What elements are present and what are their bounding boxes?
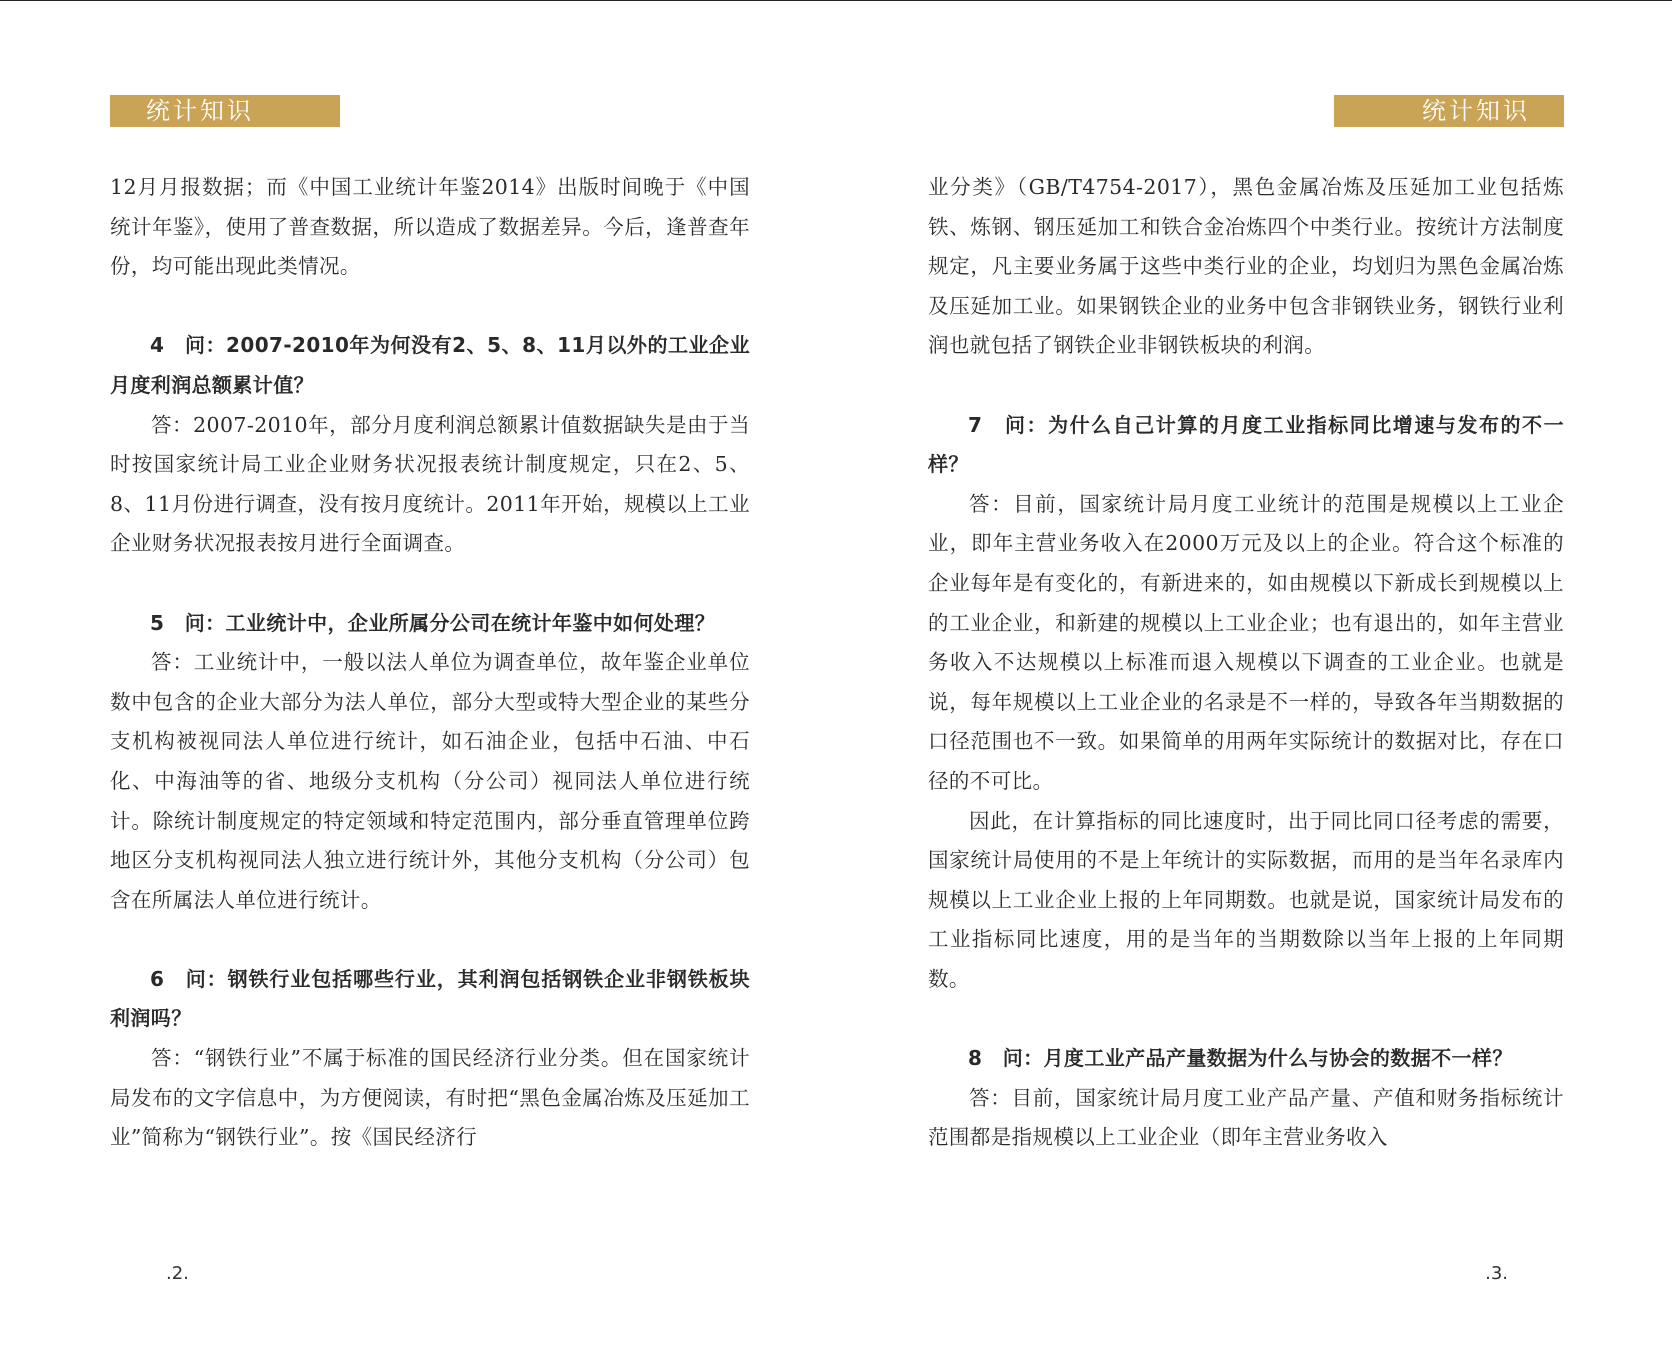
answer-8: 答：目前，国家统计局月度工业产品产量、产值和财务指标统计范围都是指规模以上工业企业（即年主营业务收入 bbox=[928, 1085, 1564, 1150]
right-page-content bbox=[928, 168, 1564, 1158]
answer-continuation: 12月月报数据；而《中国工业统计年鉴2014》出版时间晚于《中国统计年鉴》，使用了普查数据，所以造成了数据差异。今后，逢普查年份，均可能出现此类情况。 bbox=[110, 175, 750, 279]
question-5: 5 问：工业统计中，企业所属分公司在统计年鉴中如何处理？ bbox=[150, 610, 716, 635]
left-page-content bbox=[110, 168, 750, 1158]
question-6: 6 问：钢铁行业包括哪些行业，其利润包括钢铁企业非钢铁板块利润吗？ bbox=[110, 966, 750, 1031]
page-number: .3. bbox=[1485, 1263, 1508, 1284]
question-7: 7 问：为什么自己计算的月度工业指标同比增速与发布的不一样？ bbox=[928, 412, 1564, 477]
right-page bbox=[928, 0, 1564, 1353]
section-header-tag: 统计知识 bbox=[1334, 95, 1564, 127]
page-number: .2. bbox=[166, 1263, 189, 1284]
question-4: 4 问：2007-2010年为何没有2、5、8、11月以外的工业企业月度利润总额累计值？ bbox=[110, 333, 750, 397]
answer-7-para-2: 因此，在计算指标的同比速度时，出于同比同口径考虑的需要，国家统计局使用的不是上年统计的实际数据，而用的是当年名录库内规模以上工业企业上报的上年同期数。也就是说，国家统计局发布的工业指标同比速度，用的是当年的当期数除以当年上报的上年同期数。 bbox=[928, 808, 1564, 991]
answer-7: 答：目前，国家统计局月度工业统计的范围是规模以上工业企业，即年主营业务收入在2000万元及以上的企业。符合这个标准的企业每年是有变化的，有新进来的，如由规模以下新成长到规模以上的工业企业，和新建的规模以上工业企业；也有退出的，如年主营业务收入不达规模以上标准而退入规模以下调查的工业企业。也就是说，每年规模以上工业企业的名录是不一样的，导致各年当期数据的口径范围也不一致。如果简单的用两年实际统计的数据对比，存在口径的不可比。 bbox=[928, 491, 1564, 793]
question-8: 8 问：月度工业产品产量数据为什么与协会的数据不一样？ bbox=[968, 1046, 1513, 1071]
left-page bbox=[110, 0, 750, 1353]
answer-6: 答：“钢铁行业”不属于标准的国民经济行业分类。但在国家统计局发布的文字信息中，为方便阅读，有时把“黑色金属冶炼及压延加工业”简称为“钢铁行业”。按《国民经济行 bbox=[110, 1046, 750, 1150]
answer-5: 答：工业统计中，一般以法人单位为调查单位，故年鉴企业单位数中包含的企业大部分为法人单位，部分大型或特大型企业的某些分支机构被视同法人单位进行统计，如石油企业，包括中石油、中石化、中海油等的省、地级分支机构（分公司）视同法人单位进行统计。除统计制度规定的特定领域和特定范围内，部分垂直管理单位跨地区分支机构视同法人独立进行统计外，其他分支机构（分公司）包含在所属法人单位进行统计。 bbox=[110, 650, 750, 912]
answer-6-continuation: 业分类》（GB/T4754-2017），黑色金属冶炼及压延加工业包括炼铁、炼钢、钢压延加工和铁合金冶炼四个中类行业。按统计方法制度规定，凡主要业务属于这些中类行业的企业，均划归为黑色金属冶炼及压延加工业。如果钢铁企业的业务中包含非钢铁业务，钢铁行业利润也就包括了钢铁企业非钢铁板块的利润。 bbox=[928, 175, 1564, 358]
answer-4: 答：2007-2010年，部分月度利润总额累计值数据缺失是由于当时按国家统计局工业企业财务状况报表统计制度规定，只在2、5、8、11月份进行调查，没有按月度统计。2011年开始，规模以上工业企业财务状况报表按月进行全面调查。 bbox=[110, 412, 750, 556]
section-header-tag: 统计知识 bbox=[110, 95, 340, 127]
